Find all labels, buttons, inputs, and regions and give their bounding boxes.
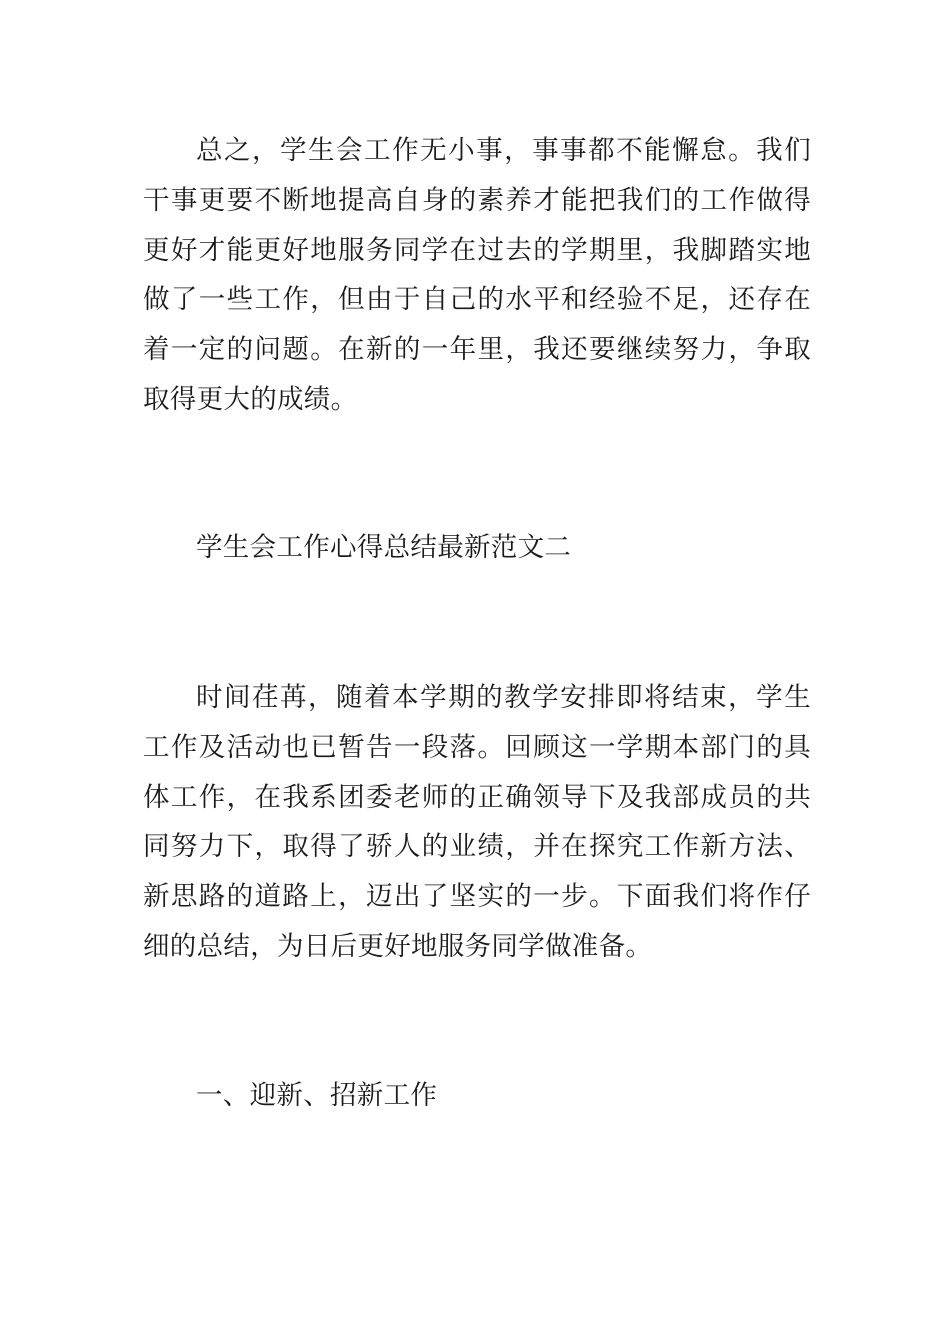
paragraph-conclusion: 总之，学生会工作无小事，事事都不能懈怠。我们干事更要不断地提高自身的素养才能把我们的工作做得更好才能更好地服务同学在过去的学期里，我脚踏实地做了一些工作，但由于自己的水平和经验不足，还存在着一定的问题。在新的一年里，我还要继续努力，争取取得更大的成绩。	[143, 135, 811, 415]
section-heading-orientation-recruitment: 一、迎新、招新工作	[196, 1080, 438, 1111]
paragraph-introduction: 时间荏苒，随着本学期的教学安排即将结束，学生工作及活动也已暂告一段落。回顾这一学期本部门的具体工作，在我系团委老师的正确领导下及我部成员的共同努力下，取得了骄人的业绩，并在探究工作新方法、新思路的道路上，迈出了坚实的一步。下面我们将作仔细的总结，为日后更好地服务同学做准备。	[143, 682, 811, 962]
section-title-sample-two: 学生会工作心得总结最新范文二	[196, 532, 572, 563]
